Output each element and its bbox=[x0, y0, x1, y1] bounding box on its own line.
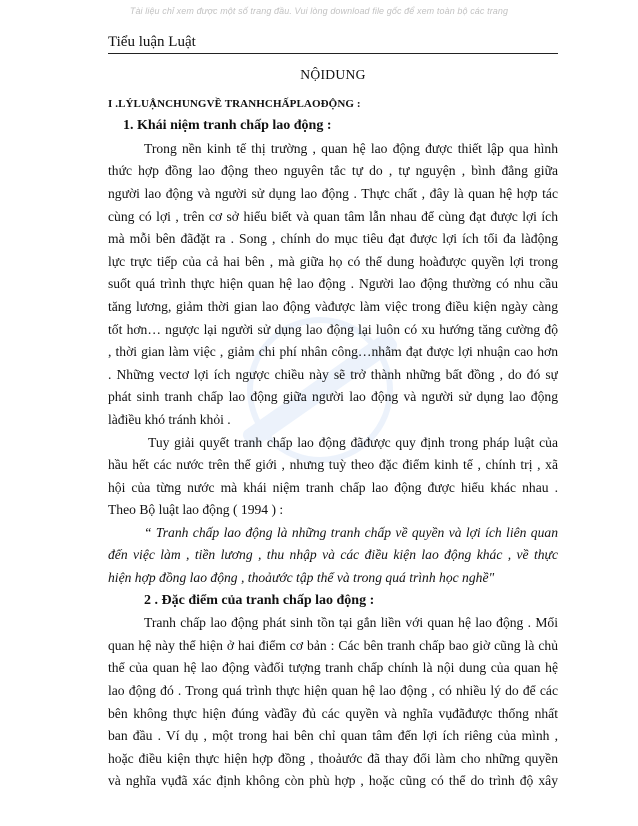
section-1-paragraph-2 bbox=[108, 432, 558, 522]
text-line: hoặc điều kiện thực hiện hợp đồng , thoảước đã thay đổi làm cho những quyền bbox=[108, 750, 558, 766]
text-line: . Những vectơ lợi ích ngược chiều này sẽ trở thành những bất đồng , do đó sự bbox=[108, 366, 558, 382]
header-rule bbox=[108, 53, 558, 54]
text-line: làđiều khó tránh khỏi . bbox=[108, 411, 231, 427]
section-1-heading: 1. Khái niệm tranh chấp lao động : bbox=[123, 118, 332, 134]
text-line: Trong nền kinh tế thị trường , quan hệ lao động được thiết lập qua hình bbox=[144, 140, 558, 156]
text-line: hầu hết các nước trên thế giới , nhưng tuỳ theo đặc điểm kinh tế , chính trị , xã bbox=[108, 457, 558, 473]
text-line: , thời gian làm việc , giảm chi phí nhân công…nhằm đạt được lợi nhuận cao hơn bbox=[108, 344, 558, 360]
text-line: suốt quá trình thực hiện quan hệ lao động . Người lao động thường có nhu cầu bbox=[108, 276, 558, 292]
section-1-paragraph-1 bbox=[108, 138, 558, 432]
section-2-heading: 2 . Đặc điểm của tranh chấp lao động : bbox=[144, 592, 375, 608]
section-2-paragraph-1 bbox=[108, 612, 558, 793]
text-line: và nghĩa vụđã xác định không còn phù hợp , hoặc cũng có thể do trình độ xây bbox=[108, 773, 558, 789]
quote-line: “ Tranh chấp lao động là những tranh chấp về quyền và lợi ích liên quan bbox=[144, 524, 558, 540]
text-line: tăng lương, giảm thời gian lao động vàđược làm việc trong điều kiện ngày càng bbox=[108, 298, 558, 314]
text-line: Theo Bộ luật lao động ( 1994 ) : bbox=[108, 502, 284, 518]
quote-line: đến việc làm , tiền lương , thu nhập và các điều kiện lao động khác , về thực bbox=[108, 547, 558, 563]
quote-line: hiện hợp đồng lao động , thoảước tập thể và trong quá trình học nghề" bbox=[108, 570, 495, 586]
running-header: Tiểu luận Luật bbox=[108, 34, 196, 50]
text-line: thức hợp đồng lao động theo nguyên tắc tự do , tự nguyện , bình đẳng giữa bbox=[108, 163, 558, 179]
part-heading: I .LÝLUẬNCHUNGVỀ TRANHCHẤPLAOĐỘNG : bbox=[108, 97, 361, 110]
text-line: Tranh chấp lao động phát sinh tồn tại gắn liền với quan hệ lao động . Mối bbox=[144, 615, 558, 631]
text-line: người lao động và người sử dụng lao động . Thực chất , đây là quan hệ hợp tác bbox=[108, 185, 558, 201]
text-line: tốt hơn… ngược lại người sử dụng lao động lại luôn có xu hướng tăng cường độ bbox=[108, 321, 558, 337]
text-line: cùng có lợi , trên cơ sở hiểu biết và quan tâm lẫn nhau để cùng đạt được lợi ích bbox=[108, 208, 558, 224]
text-line: hội của từng nước mà khái niệm tranh chấp lao động được hiểu khác nhau . bbox=[108, 479, 558, 495]
text-line: thể của quan hệ lao động vàđối tượng tranh chấp chính là nội dung của quan hệ bbox=[108, 660, 558, 676]
text-line: lực trực tiếp của cả hai bên , mà giữa họ có thể dung hoàđược quyền lợi trong bbox=[108, 253, 558, 269]
text-line: Tuy giải quyết tranh chấp lao động đãđược quy định trong pháp luật của bbox=[148, 434, 558, 450]
text-line: quan hệ này thể hiện ở hai điểm cơ bản : Các bên tranh chấp bao giờ cũng là chủ bbox=[108, 637, 558, 653]
text-line: lao động đó . Trong quá trình thực hiện quan hệ lao động , có nhiều lý do để các bbox=[108, 683, 558, 699]
text-line: bên không thực hiện đúng vàđầy đủ các quyền và nghĩa vụđãđược thống nhất bbox=[108, 705, 558, 721]
preview-banner: Tài liệu chỉ xem được một số trang đầu. Vui lòng download file gốc để xem toàn bộ các trang bbox=[129, 6, 509, 16]
text-line: mà mỗi bên đãđặt ra . Song , chính do mục tiêu đạt được lợi ích tối đa làđộng bbox=[108, 231, 558, 247]
text-line: phát sinh tranh chấp lao động giữa người lao động và người sử dụng lao động bbox=[108, 389, 558, 405]
document-body bbox=[108, 60, 558, 793]
legal-quote bbox=[108, 522, 558, 590]
page-title: NỘIDUNG bbox=[300, 67, 366, 82]
text-line: ban đầu . Ví dụ , một trong hai bên chỉ quan tâm đến lợi ích riêng của mình , bbox=[108, 728, 558, 744]
